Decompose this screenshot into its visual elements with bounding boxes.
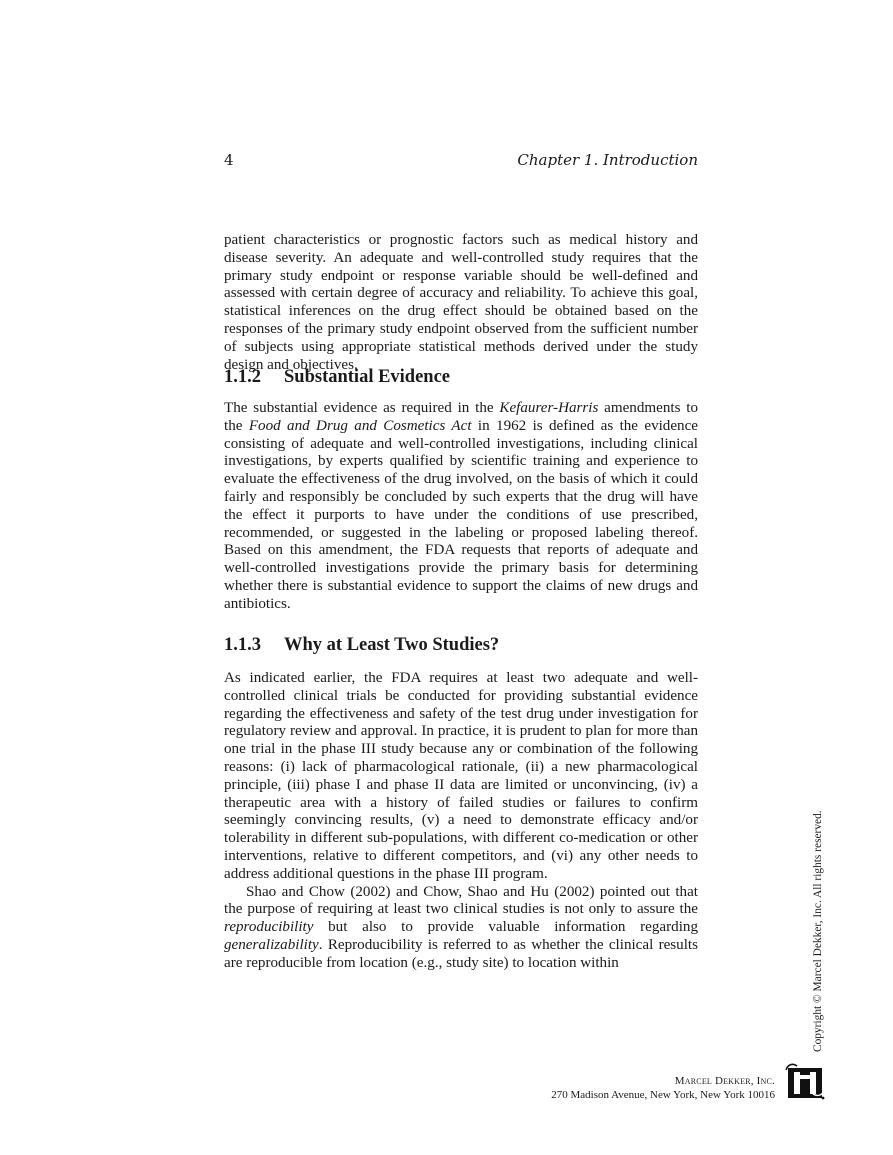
publisher-name: Marcel Dekker, Inc. (674, 1075, 775, 1087)
italic-term: Food and Drug and Cosmetics Act (248, 417, 472, 434)
publisher-address: 270 Madison Avenue, New York, New York 10016 (551, 1089, 775, 1101)
text-run: . Reproducibility is referred to as whether the clinical results are reproducible from location (e.g., study site) to location within (224, 936, 698, 971)
copyright-notice: Copyright © Marcel Dekker, Inc. All rights reserved. (812, 810, 824, 1052)
text-run: Shao and Chow (2002) and Chow, Shao and Hu (2002) pointed out that the purpose of requiring at least two clinical studies is not only to assure the (224, 883, 698, 918)
two-studies-paragraph-2 (224, 884, 698, 973)
substantial-evidence-body (224, 400, 698, 614)
page-number: 4 (224, 151, 234, 169)
substantial-evidence-paragraph (224, 400, 698, 614)
section-number: 1.1.2 (224, 367, 261, 387)
italic-term: generalizability (224, 936, 319, 953)
section-heading-two-studies (224, 635, 499, 656)
intro-paragraph: patient characteristics or prognostic factors such as medical history and disease severity. An adequate and well-controlled study requires that the primary study endpoint or response variable should be well-defined and assessed with certain degree of accuracy and reliability. To achieve this goal, statistical inferences on the drug effect should be obtained based on the responses of the primary study endpoint observed from the sufficient number of subjects using appropriate statistical methods derived under the study design and objectives. (224, 232, 698, 373)
text-run: The substantial evidence as required in the (224, 400, 500, 416)
italic-term: reproducibility (224, 919, 314, 936)
publisher-logo-icon (785, 1062, 825, 1100)
publisher-imprint (551, 1074, 775, 1102)
section-heading-substantial-evidence (224, 367, 450, 388)
running-head: Chapter 1. Introduction (517, 151, 698, 169)
two-studies-body (224, 670, 698, 973)
text-run: amendments to the (224, 400, 698, 434)
italic-term: Kefaurer-Harris (499, 400, 599, 416)
section-title: Why at Least Two Studies? (284, 635, 500, 655)
text-run: but also to provide valuable information regarding (313, 919, 698, 936)
text-run: in 1962 is defined as the evidence consisting of adequate and well-controlled investigations, including clinical investigations, by experts qualified by scientific training and experience to evaluate the effectiveness of the drug involved, on the basis of which it could fairly and responsibly be concluded by such experts that the drug will have the effect it purports to have under the conditions of use prescribed, recommended, or suggested in the labeling or proposed labeling thereof. Based on this amendment, the FDA requests that reports of adequate and well-controlled investigations provide the primary basis for determining whether there is substantial evidence to support the claims of new drugs and antibiotics. (224, 417, 698, 612)
intro-paragraph-block (224, 232, 698, 374)
two-studies-paragraph-1: As indicated earlier, the FDA requires at least two adequate and well-controlled clinical trials be conducted for providing substantial evidence regarding the effectiveness and safety of the test drug under investigation for regulatory review and approval. In practice, it is prudent to plan for more than one trial in the phase III study because any or combination of the following reasons: (i) lack of pharmacological rationale, (ii) a new pharmacological principle, (iii) phase I and phase II data are limited or unconvincing, (iv) a therapeutic area with a history of failed studies or failures to confirm seemingly convincing results, (v) a need to demonstrate efficacy and/or tolerability in different sub-populations, with different co-medication or other interventions, relative to different competitors, and (vi) any other needs to address additional questions in the phase III program. (224, 670, 698, 882)
section-number: 1.1.3 (224, 635, 261, 655)
section-title: Substantial Evidence (284, 367, 451, 387)
